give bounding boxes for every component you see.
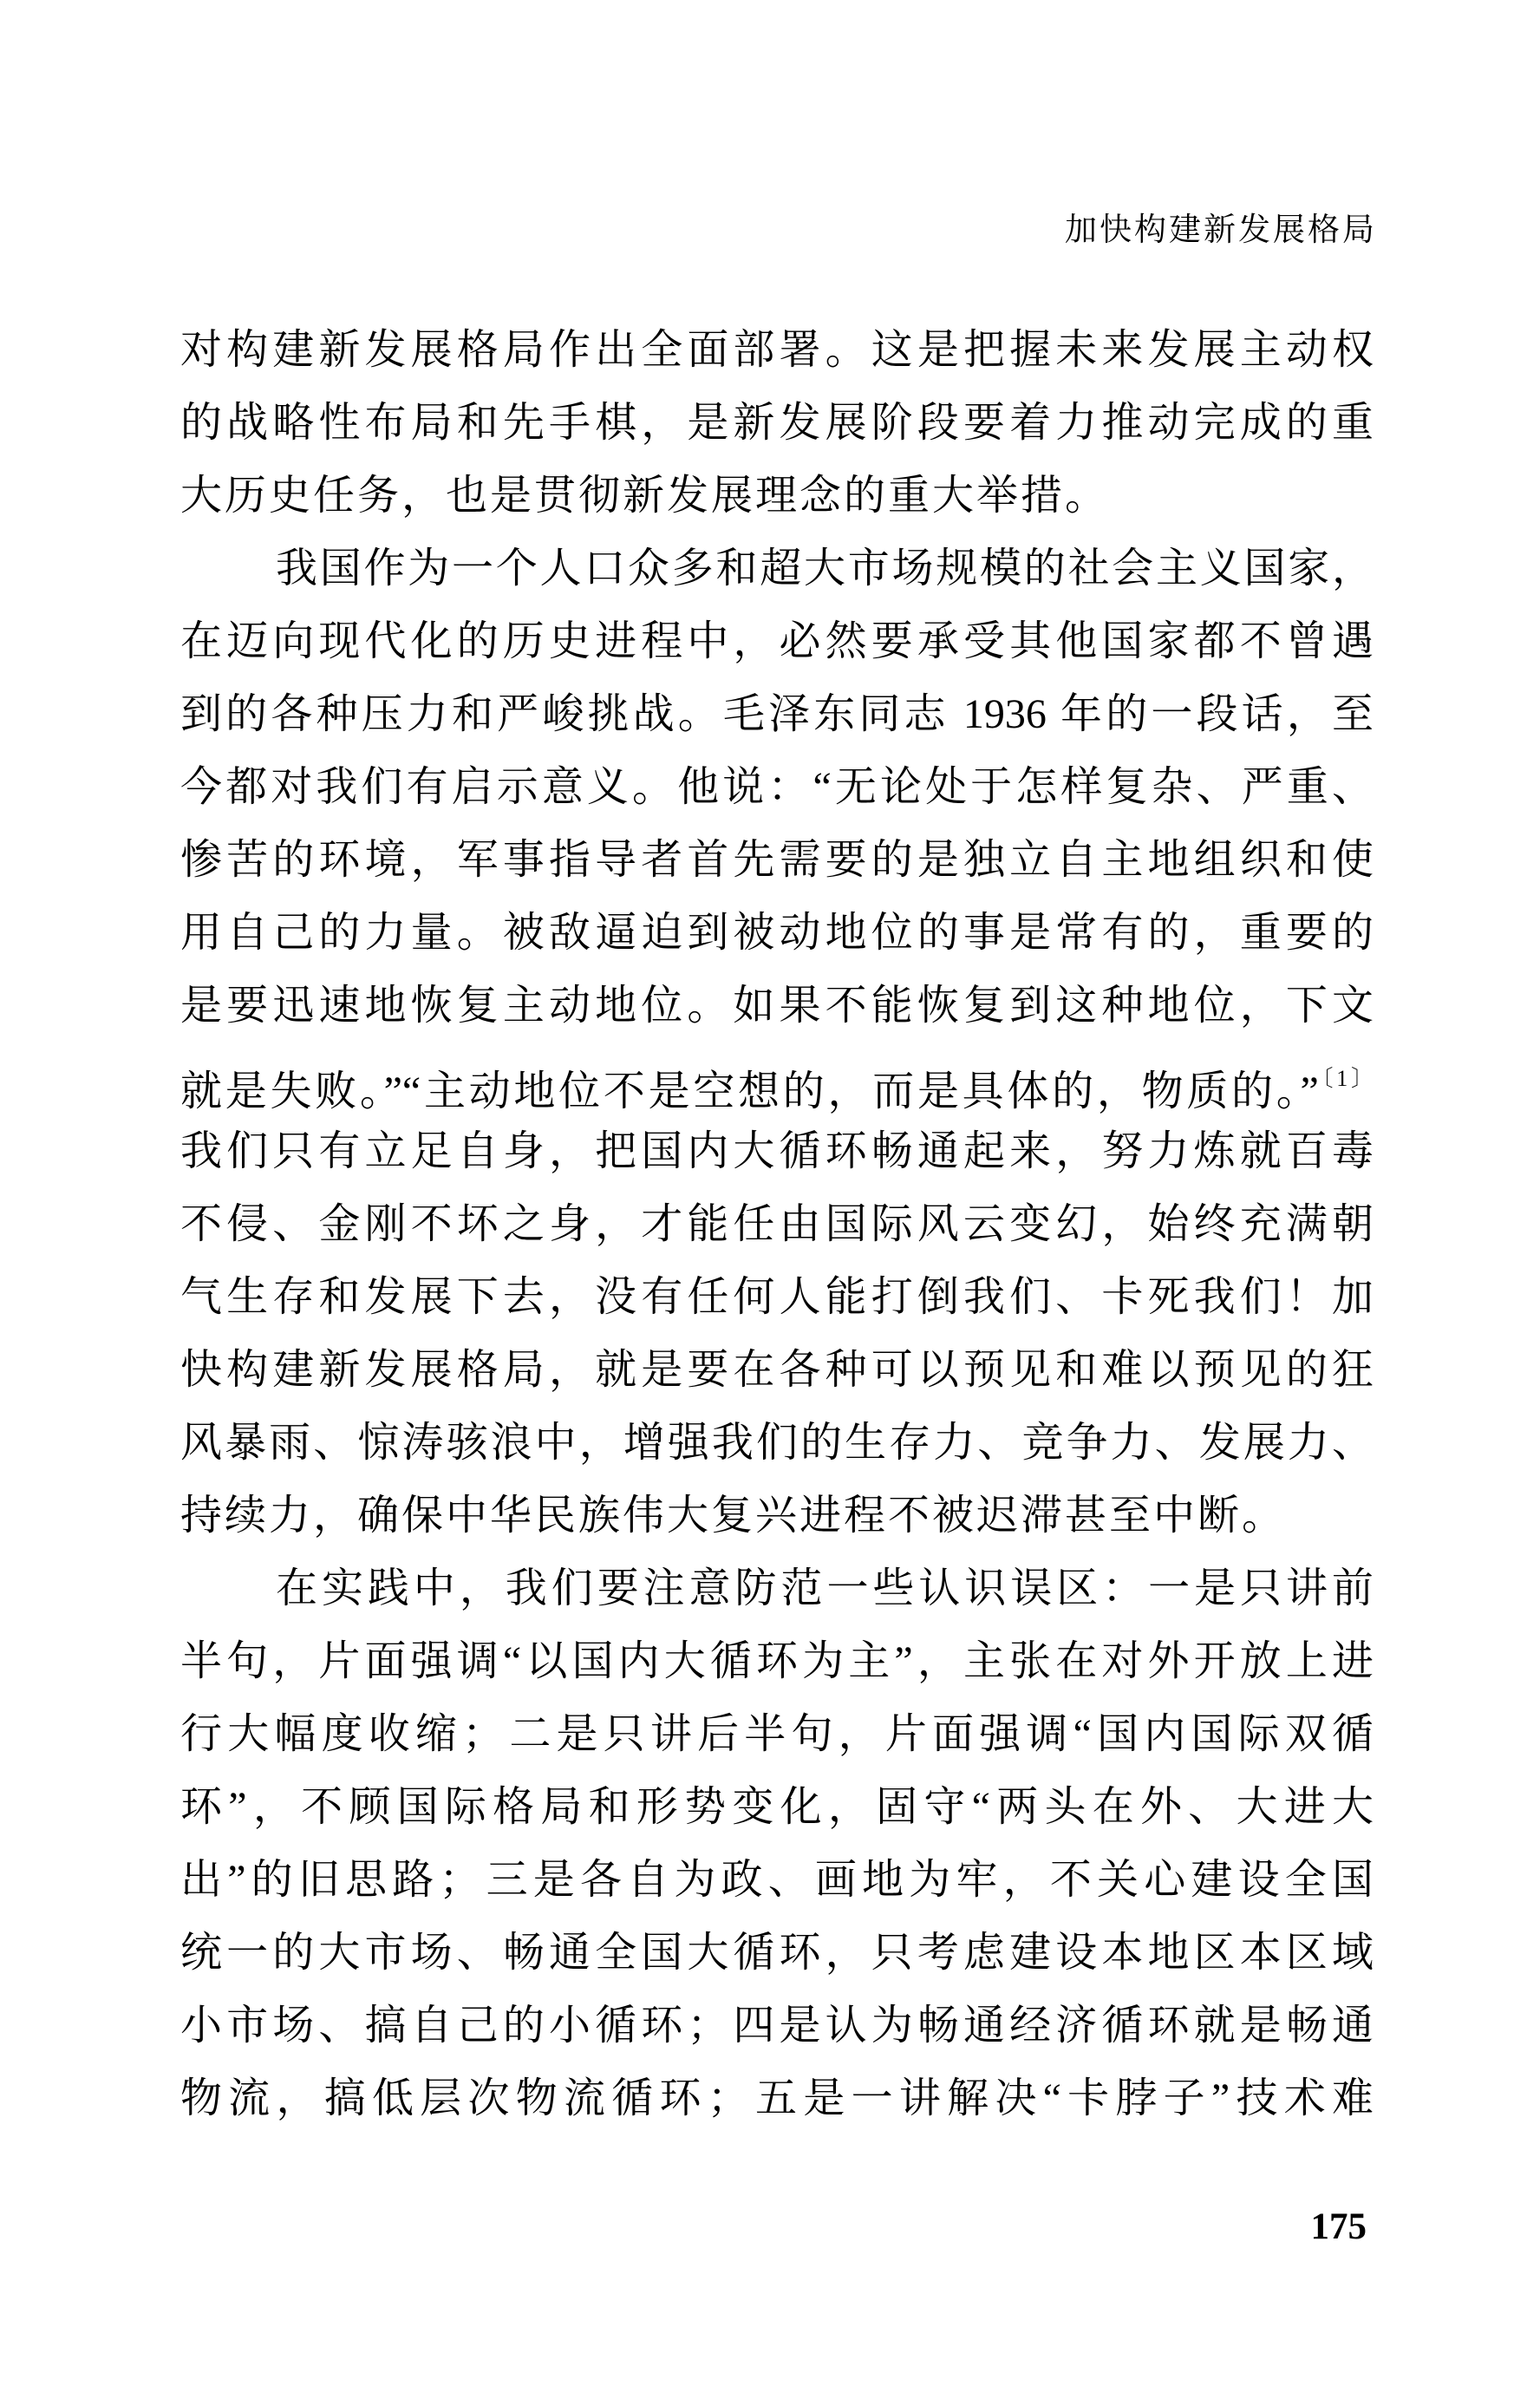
text-line: 对构建新发展格局作出全面部署。这是把握未来发展主动权 bbox=[180, 327, 1374, 373]
body-text bbox=[180, 314, 1374, 2135]
footnote-marker: 〔1〕 bbox=[1318, 1066, 1374, 1091]
text-line: 是要迅速地恢复主动地位。如果不能恢复到这种地位，下文 bbox=[180, 983, 1374, 1029]
page-number: 175 bbox=[1310, 2206, 1367, 2247]
text-line: 统一的大市场、畅通全国大循环，只考虑建设本地区本区域 bbox=[180, 1930, 1374, 1976]
text-line: 半句，片面强调“以国内大循环为主”，主张在对外开放上进 bbox=[180, 1638, 1374, 1684]
text-line: 到的各种压力和严峻挑战。毛泽东同志 1936 年的一段话，至 bbox=[180, 691, 1374, 737]
text-line: 用自己的力量。被敌逼迫到被动地位的事是常有的，重要的 bbox=[180, 910, 1374, 956]
text-line: 小市场、搞自己的小循环；四是认为畅通经济循环就是畅通 bbox=[180, 2003, 1374, 2049]
text-line: 持续力，确保中华民族伟大复兴进程不被迟滞甚至中断。 bbox=[180, 1493, 1287, 1539]
text-line: 行大幅度收缩；二是只讲后半句，片面强调“国内国际双循 bbox=[180, 1711, 1374, 1757]
text-line: 风暴雨、惊涛骇浪中，增强我们的生存力、竞争力、发展力、 bbox=[180, 1420, 1374, 1466]
text-line: 我们只有立足自身，把国内大循环畅通起来，努力炼就百毒 bbox=[180, 1128, 1374, 1174]
text-line: 今都对我们有启示意义。他说：“无论处于怎样复杂、严重、 bbox=[180, 764, 1374, 810]
text-line: 出”的旧思路；三是各自为政、画地为牢，不关心建设全国 bbox=[180, 1857, 1374, 1903]
text-line: 物流，搞低层次物流循环；五是一讲解决“卡脖子”技术难 bbox=[180, 2075, 1374, 2121]
text-line: 环”，不顾国际格局和形势变化，固守“两头在外、大进大 bbox=[180, 1784, 1374, 1830]
text-line: 大历史任务，也是贯彻新发展理念的重大举措。 bbox=[180, 473, 1110, 519]
text-line: 快构建新发展格局，就是要在各种可以预见和难以预见的狂 bbox=[180, 1347, 1374, 1393]
text-line: 的战略性布局和先手棋，是新发展阶段要着力推动完成的重 bbox=[180, 400, 1374, 446]
running-header-title: 加快构建新发展格局 bbox=[1065, 212, 1377, 248]
text-line: 在实践中，我们要注意防范一些认识误区：一是只讲前 bbox=[276, 1565, 1374, 1611]
text-line: 就是失败。”“主动地位不是空想的，而是具体的，物质的。”$^{〔1〕}$ bbox=[180, 1066, 1374, 1114]
text-line: 气生存和发展下去，没有任何人能打倒我们、卡死我们！加 bbox=[180, 1274, 1374, 1320]
text-line: 在迈向现代化的历史进程中，必然要承受其他国家都不曾遇 bbox=[180, 618, 1374, 664]
text-line: 不侵、金刚不坏之身，才能任由国际风云变幻，始终充满朝 bbox=[180, 1201, 1374, 1247]
text-line: 惨苦的环境，军事指导者首先需要的是独立自主地组织和使 bbox=[180, 837, 1374, 883]
text-line: 我国作为一个人口众多和超大市场规模的社会主义国家， bbox=[276, 546, 1374, 591]
